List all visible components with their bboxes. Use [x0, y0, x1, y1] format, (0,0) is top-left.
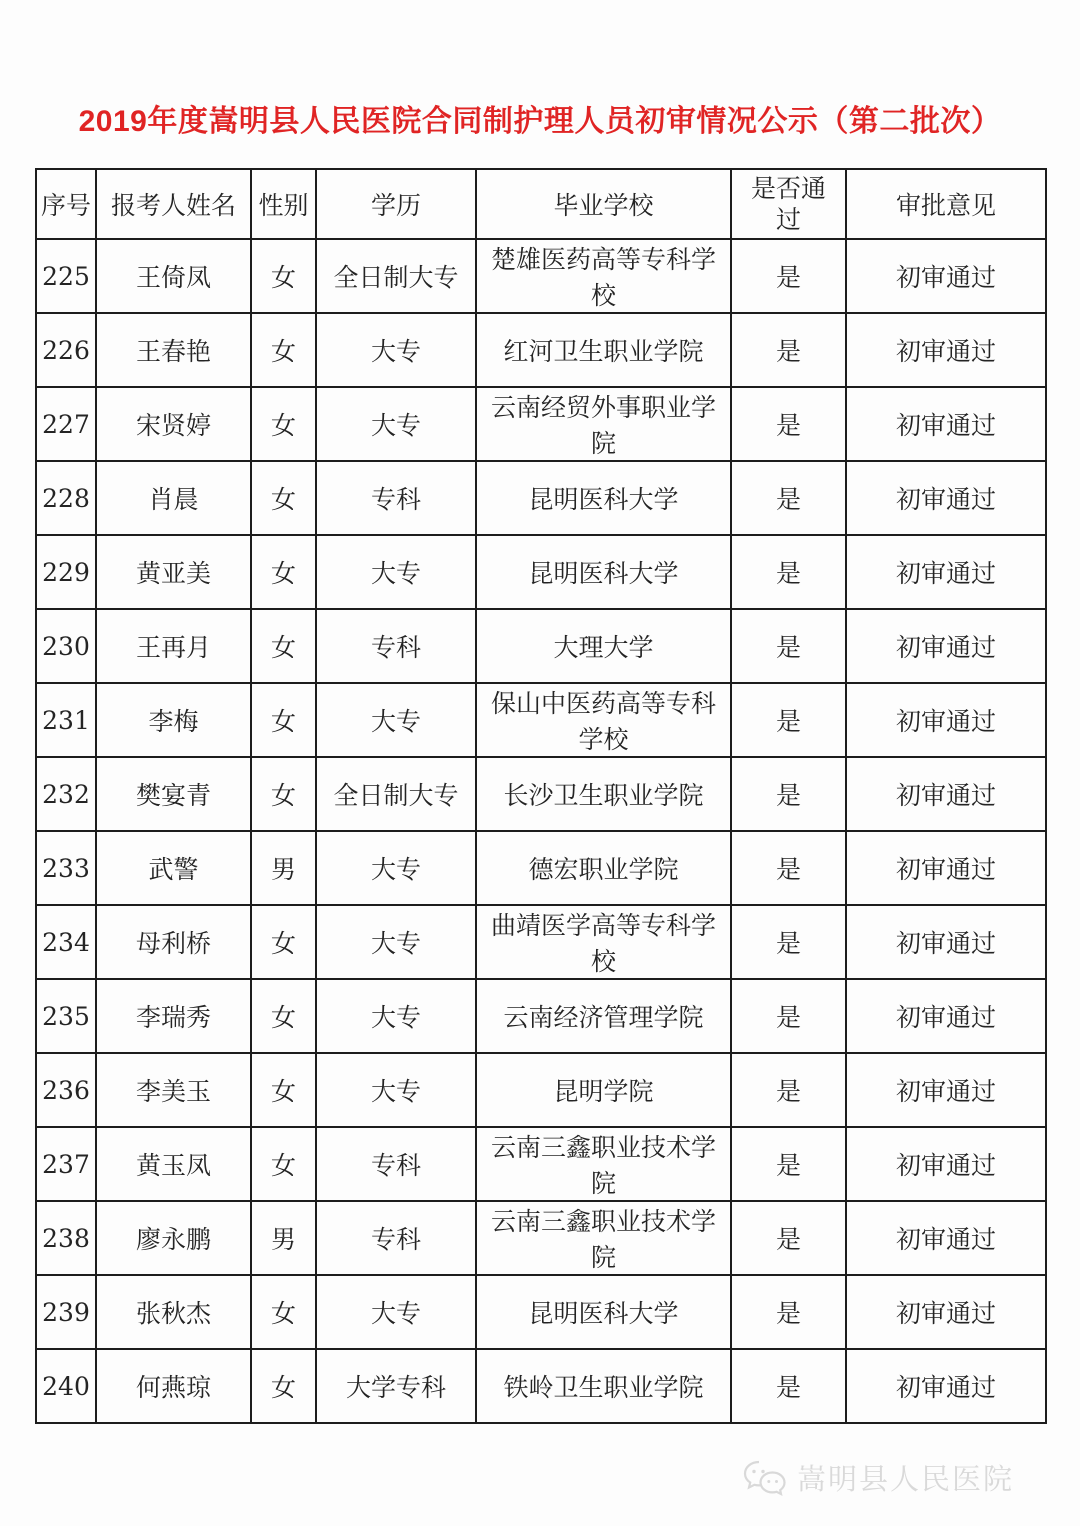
cell-school: 楚雄医药高等专科学校 [476, 239, 731, 313]
cell-serial: 233 [36, 831, 96, 905]
cell-opinion: 初审通过 [846, 1053, 1046, 1127]
cell-gender: 女 [251, 683, 316, 757]
cell-passed: 是 [731, 461, 846, 535]
cell-education: 大专 [316, 387, 476, 461]
table-row [36, 239, 1046, 313]
cell-gender: 女 [251, 1053, 316, 1127]
cell-passed: 是 [731, 683, 846, 757]
cell-name: 廖永鹏 [96, 1201, 251, 1275]
watermark-text: 嵩明县人民医院 [796, 1464, 1014, 1496]
cell-opinion: 初审通过 [846, 387, 1046, 461]
cell-passed: 是 [731, 239, 846, 313]
cell-serial: 230 [36, 609, 96, 683]
cell-opinion: 初审通过 [846, 831, 1046, 905]
review-table-container [35, 168, 1045, 1424]
cell-education: 全日制大专 [316, 239, 476, 313]
cell-name: 黄亚美 [96, 535, 251, 609]
cell-serial: 228 [36, 461, 96, 535]
cell-school: 红河卫生职业学院 [476, 313, 731, 387]
column-header-passed [731, 169, 846, 239]
wechat-icon [742, 1459, 788, 1497]
cell-gender: 女 [251, 535, 316, 609]
cell-school: 保山中医药高等专科学校 [476, 683, 731, 757]
page-title: 2019年度嵩明县人民医院合同制护理人员初审情况公示（第二批次） [78, 105, 1002, 138]
cell-opinion: 初审通过 [846, 979, 1046, 1053]
cell-name: 宋贤婷 [96, 387, 251, 461]
table-row [36, 387, 1046, 461]
cell-education: 大专 [316, 683, 476, 757]
table-row [36, 313, 1046, 387]
cell-name: 武警 [96, 831, 251, 905]
cell-gender: 女 [251, 1349, 316, 1423]
cell-education: 全日制大专 [316, 757, 476, 831]
cell-gender: 男 [251, 831, 316, 905]
cell-passed: 是 [731, 1127, 846, 1201]
cell-name: 李美玉 [96, 1053, 251, 1127]
cell-opinion: 初审通过 [846, 535, 1046, 609]
cell-education: 大专 [316, 535, 476, 609]
cell-passed: 是 [731, 313, 846, 387]
watermark [742, 1457, 1014, 1498]
cell-passed: 是 [731, 1053, 846, 1127]
table-row [36, 1053, 1046, 1127]
cell-gender: 女 [251, 1127, 316, 1201]
table-body [36, 239, 1046, 1423]
cell-name: 李瑞秀 [96, 979, 251, 1053]
cell-serial: 240 [36, 1349, 96, 1423]
cell-gender: 男 [251, 1201, 316, 1275]
cell-serial: 239 [36, 1275, 96, 1349]
cell-passed: 是 [731, 831, 846, 905]
cell-school: 昆明医科大学 [476, 535, 731, 609]
cell-gender: 女 [251, 313, 316, 387]
cell-serial: 237 [36, 1127, 96, 1201]
table-row [36, 979, 1046, 1053]
header-row [36, 169, 1046, 239]
table-row [36, 609, 1046, 683]
cell-gender: 女 [251, 387, 316, 461]
cell-opinion: 初审通过 [846, 683, 1046, 757]
cell-name: 王再月 [96, 609, 251, 683]
cell-serial: 231 [36, 683, 96, 757]
cell-name: 何燕琼 [96, 1349, 251, 1423]
cell-education: 大专 [316, 905, 476, 979]
cell-serial: 238 [36, 1201, 96, 1275]
cell-school: 云南三鑫职业技术学院 [476, 1201, 731, 1275]
table-row [36, 1349, 1046, 1423]
cell-passed: 是 [731, 535, 846, 609]
cell-name: 张秋杰 [96, 1275, 251, 1349]
cell-serial: 225 [36, 239, 96, 313]
cell-serial: 226 [36, 313, 96, 387]
table-row [36, 1127, 1046, 1201]
column-header-school: 毕业学校 [476, 169, 731, 239]
table-row [36, 831, 1046, 905]
cell-school: 云南经贸外事职业学院 [476, 387, 731, 461]
column-header-education: 学历 [316, 169, 476, 239]
cell-education: 专科 [316, 609, 476, 683]
cell-education: 大专 [316, 1053, 476, 1127]
cell-education: 大学专科 [316, 1349, 476, 1423]
cell-education: 专科 [316, 461, 476, 535]
review-table [35, 168, 1047, 1424]
cell-name: 樊宴青 [96, 757, 251, 831]
column-header-gender: 性别 [251, 169, 316, 239]
cell-gender: 女 [251, 1275, 316, 1349]
cell-serial: 235 [36, 979, 96, 1053]
cell-passed: 是 [731, 757, 846, 831]
cell-opinion: 初审通过 [846, 1127, 1046, 1201]
cell-gender: 女 [251, 239, 316, 313]
cell-opinion: 初审通过 [846, 1201, 1046, 1275]
cell-opinion: 初审通过 [846, 1349, 1046, 1423]
cell-serial: 234 [36, 905, 96, 979]
cell-name: 王春艳 [96, 313, 251, 387]
cell-education: 专科 [316, 1201, 476, 1275]
cell-school: 大理大学 [476, 609, 731, 683]
cell-passed: 是 [731, 905, 846, 979]
cell-school: 长沙卫生职业学院 [476, 757, 731, 831]
cell-passed: 是 [731, 1349, 846, 1423]
cell-serial: 236 [36, 1053, 96, 1127]
cell-school: 德宏职业学院 [476, 831, 731, 905]
cell-serial: 227 [36, 387, 96, 461]
table-row [36, 1275, 1046, 1349]
cell-school: 云南三鑫职业技术学院 [476, 1127, 731, 1201]
table-row [36, 905, 1046, 979]
cell-education: 专科 [316, 1127, 476, 1201]
cell-school: 铁岭卫生职业学院 [476, 1349, 731, 1423]
table-row [36, 461, 1046, 535]
cell-passed: 是 [731, 979, 846, 1053]
cell-opinion: 初审通过 [846, 757, 1046, 831]
cell-name: 王倚凤 [96, 239, 251, 313]
cell-opinion: 初审通过 [846, 609, 1046, 683]
cell-opinion: 初审通过 [846, 461, 1046, 535]
column-header-passed-label: 是否通过 [750, 173, 826, 234]
cell-gender: 女 [251, 609, 316, 683]
cell-passed: 是 [731, 609, 846, 683]
cell-school: 昆明医科大学 [476, 1275, 731, 1349]
cell-gender: 女 [251, 757, 316, 831]
cell-passed: 是 [731, 387, 846, 461]
cell-serial: 229 [36, 535, 96, 609]
table-header [36, 169, 1046, 239]
cell-gender: 女 [251, 905, 316, 979]
cell-opinion: 初审通过 [846, 313, 1046, 387]
column-header-opinion: 审批意见 [846, 169, 1046, 239]
cell-passed: 是 [731, 1201, 846, 1275]
cell-gender: 女 [251, 979, 316, 1053]
cell-opinion: 初审通过 [846, 1275, 1046, 1349]
cell-education: 大专 [316, 831, 476, 905]
cell-school: 云南经济管理学院 [476, 979, 731, 1053]
cell-serial: 232 [36, 757, 96, 831]
cell-education: 大专 [316, 1275, 476, 1349]
cell-passed: 是 [731, 1275, 846, 1349]
column-header-name: 报考人姓名 [96, 169, 251, 239]
cell-name: 李梅 [96, 683, 251, 757]
cell-education: 大专 [316, 313, 476, 387]
cell-gender: 女 [251, 461, 316, 535]
cell-name: 肖晨 [96, 461, 251, 535]
table-row [36, 1201, 1046, 1275]
cell-school: 昆明医科大学 [476, 461, 731, 535]
cell-school: 昆明学院 [476, 1053, 731, 1127]
table-row [36, 683, 1046, 757]
cell-opinion: 初审通过 [846, 905, 1046, 979]
cell-school: 曲靖医学高等专科学校 [476, 905, 731, 979]
cell-opinion: 初审通过 [846, 239, 1046, 313]
cell-education: 大专 [316, 979, 476, 1053]
table-row [36, 535, 1046, 609]
cell-name: 黄玉凤 [96, 1127, 251, 1201]
column-header-serial: 序号 [36, 169, 96, 239]
cell-name: 母利桥 [96, 905, 251, 979]
table-row [36, 757, 1046, 831]
